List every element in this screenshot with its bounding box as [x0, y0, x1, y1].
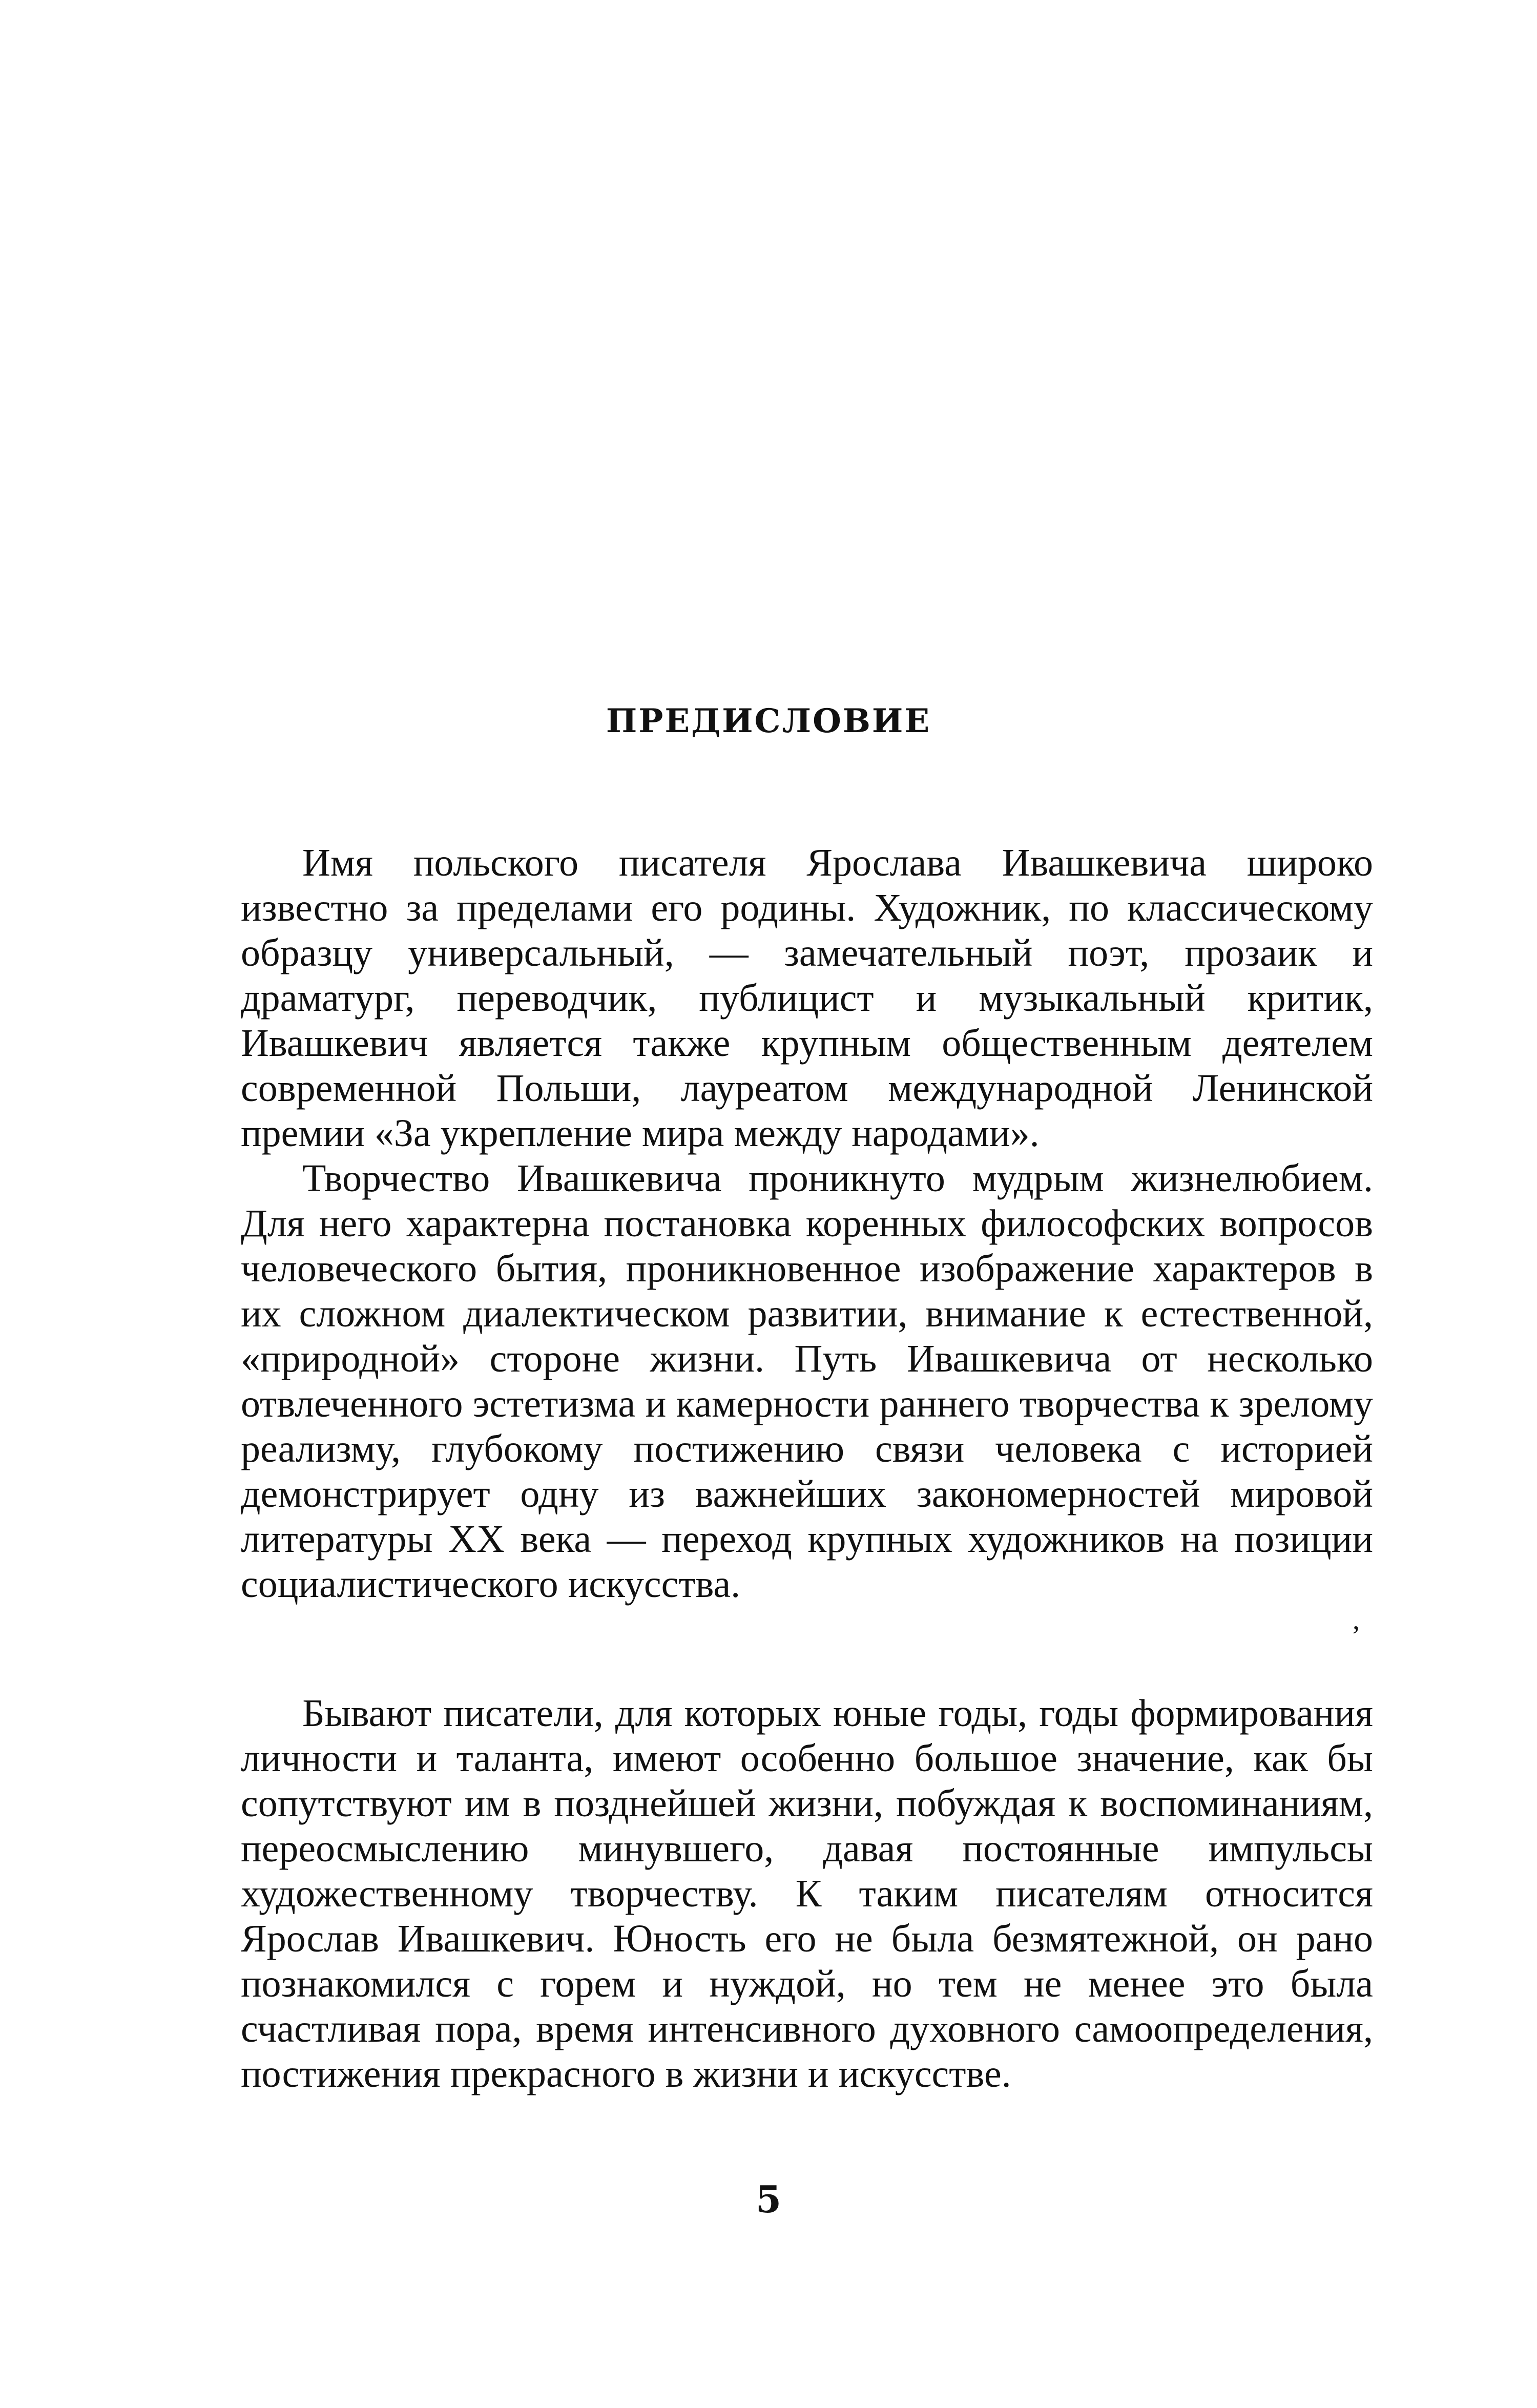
paragraph: Творчество Ивашкевича проникнуто мудрым жизнелюбием. Для него характерна постановка коренных философских вопросов человеческого бытия, проникновенное изображение характеров в их сложном диалектическом развитии, внимание к естественной, «природной» стороне жизни. Путь Ивашкевича от несколько отвлеченного эстетизма и камерности раннего творчества к зрелому реализму, глубокому постижению связи человека с историей демонстрирует одну из важнейших закономерностей мировой литературы XX века — переход крупных художников на позиции социалистического искусства.: [241, 1157, 1373, 1606]
paragraph: Имя польского писателя Ярослава Ивашкевича широко известно за пределами его родины. Художник, по классическому образцу универсальный, — замечательный поэт, прозаик и драматург, переводчик, публицист и музыкальный критик, Ивашкевич является также крупным общественным деятелем современной Польши, лауреатом международной Ленинской премии «За укрепление мира между народами».: [241, 841, 1373, 1155]
paragraph: Бывают писатели, для которых юные годы, годы формирования личности и таланта, имеют особенно большое значение, как бы сопутствуют им в позднейшей жизни, побуждая к воспоминаниям, переосмыслению минувшего, давая постоянные импульсы художественному творчеству. К таким писателям относится Ярослав Ивашкевич. Юность его не была безмятежной, он рано познакомился с горем и нуждой, но тем не менее это была счастливая пора, время интенсивного духовного самоопределения, постижения прекрасного в жизни и искусстве.: [241, 1692, 1373, 2095]
preface-section-2: [241, 1691, 1373, 2096]
preface-section-1: [241, 840, 1373, 1607]
page-number: 5: [755, 2177, 782, 2221]
page-title: ПРЕДИСЛОВИЕ: [606, 702, 931, 740]
stray-mark: ,: [1353, 1604, 1360, 1636]
